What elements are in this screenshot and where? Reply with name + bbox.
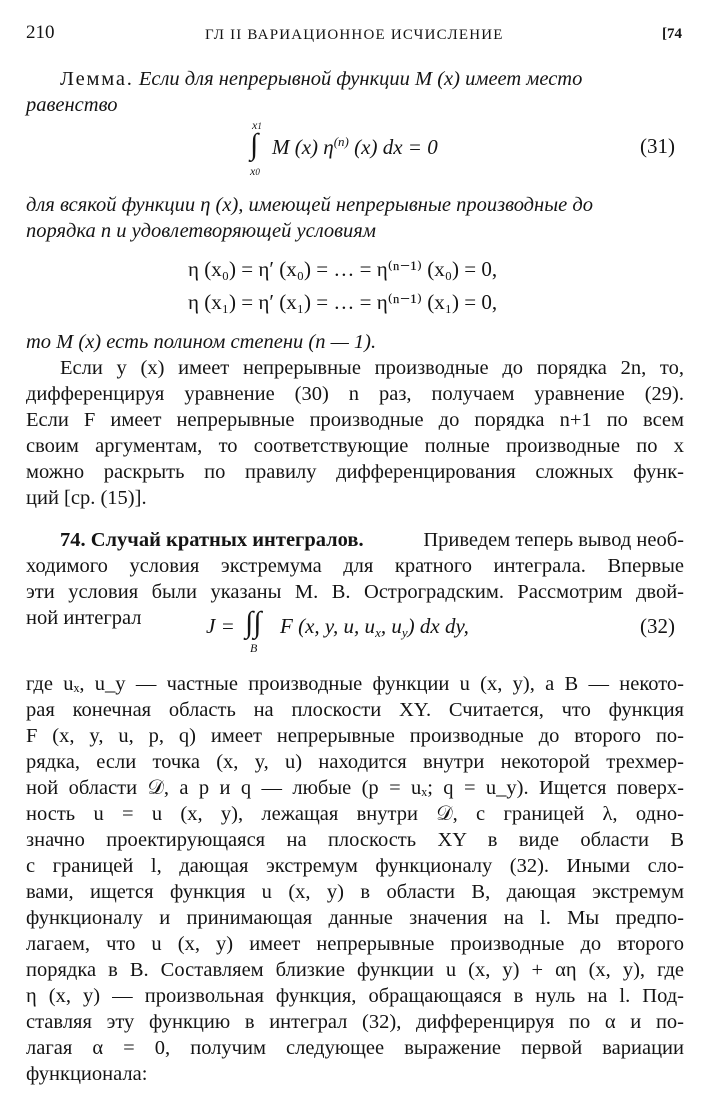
para2-line: функционала: [26,1063,148,1085]
lemma-label: Лемма. [60,68,134,90]
para1-line: можно раскрыть по правилу дифференцирования сложных функ- [26,461,684,483]
lemma-after-1: для всякой функции η (x), имеющей непрерывные производные до [26,194,593,216]
book-page: 210 ГЛ II ВАРИАЦИОННОЕ ИСЧИСЛЕНИЕ [74 Лемма. Если для непрерывной функции M (x) имеет место равенство x1 ∫ x0 M (x) $\eta^{(n)}$ (x) dx = 0 (31) для всякой функции η (x), имеющей непрерывные производные до порядка n и удовлетворяющей условиям η (x₀) = η′ (x₀) = … = η⁽ⁿ⁻¹⁾ (x₀) = 0, η (x₁) = η′ (x₁) = … = η⁽ⁿ⁻¹⁾ (x₁) = 0, то M (x) есть полином степени (n — 1). Если y (x) имеет непрерывные производные до порядка 2n, то, дифференцируя уравнение (30) n раз, получаем уравнение (29). Если F имеет непрерывные производные до порядка n+1 по всем своим аргументам, то соответствующие полные производные по x можно раскрыть по правилу дифференцирования сложных функ- ций [ср. (15)]. 74. Случай кратных интегралов. Приведем теперь вывод необ- ходимого условия экстремума для кратного интеграла. Впервые эти условия были указаны М. В. Остроградским. Рассмотрим двой- ной интеграл J = ∫∫ B F (x, y, u, $u_x$, $u_y$) dx dy, (32) где uₓ, u_y — частные производные функции u (x, y), а B — некото- рая конечная область на плоскости XY. Считается, что функция F (x, y, u, p, q) имеет непрерывные производные до второго по- рядка, если точка (x, y, u) находится внутри некоторой трехмер- ной области 𝒟, а p и q — любые (p = uₓ; q = u_y). Ищется поверх- ность u = u (x, y), лежащая внутри 𝒟, с границей λ, одно- значно проектирующаяся на плоскость XY в виде области B с границей l, дающая экстремум функционалу (32). Иными сло- вами, ищется функция u (x, y) в области B, дающая экстремум функционалу и принимающая данные значения на l. Мы предпо- лагаем, что u (x, y) имеет непрерывные производные до второго порядка в B. Составляем близкие функции u (x, y) + αη (x, y), где η (x, y) — произвольная функция, обращающаяся в нуль на l. Под- ставляя эту функцию в интеграл (32), дифференцируя по α и по- лагая α = 0, получим следующее выражение первой вариации функционала: [26,22,684,1085]
para1-line: Если y (x) имеет непрерывные производные до порядка 2n, то, [60,357,684,379]
lemma-conclusion: то M (x) есть полином степени (n — 1). [26,331,377,353]
section-marker: [74 [662,26,682,42]
para2-line: лагаем, что u (x, y) имеет непрерывные производные до второго [26,933,684,955]
section-74-line: эти условия были указаны М. В. Остроградским. Рассмотрим двой- [26,581,684,603]
page-number: 210 [26,22,55,43]
lemma-line-1 [60,66,684,92]
boundary-condition-1: η (x₀) = η′ (x₀) = … = η⁽ⁿ⁻¹⁾ (x₀) = 0, [188,257,498,281]
para2-line: где uₓ, u_y — частные производные функции u (x, y), а B — некото- [26,673,684,695]
section-74-line: ходимого условия экстремума для кратного интеграла. Впервые [26,555,684,577]
para2-line: рядка, если точка (x, y, u) находится внутри некоторой трехмер- [26,751,684,773]
boundary-condition-2: η (x₁) = η′ (x₁) = … = η⁽ⁿ⁻¹⁾ (x₁) = 0, [188,290,498,314]
running-head: ГЛ II ВАРИАЦИОННОЕ ИСЧИСЛЕНИЕ [205,27,504,43]
para2-line: η (x, y) — произвольная функция, обращающаяся в нуль на l. Под- [26,985,684,1007]
para1-line: ций [ср. (15)]. [26,487,147,509]
lemma-after-2: порядка n и удовлетворяющей условиям [26,220,376,242]
para2-line: с границей l, дающая экстремум функционалу (32). Иными сло- [26,855,684,877]
para2-line: значно проектирующаяся на плоскость XY в виде области B [26,829,684,851]
lemma-statement-1: Если для непрерывной функции M (x) имеет место [138,68,583,90]
section-74-first-line [60,527,684,553]
para1-line: Если F имеет непрерывные производные до порядка n+1 по всем [26,409,684,431]
para2-line: рая конечная область на плоскости XY. Считается, что функция [26,699,684,721]
para2-line: F (x, y, u, p, q) имеет непрерывные производные до второго по- [26,725,684,747]
para1-line: дифференцируя уравнение (30) n раз, получаем уравнение (29). [26,383,684,405]
para2-line: лагая α = 0, получим следующее выражение первой вариации [26,1037,684,1059]
para2-line: ставляя эту функцию в интеграл (32), дифференцируя по α и по- [26,1011,684,1033]
section-74-line1-rest: Приведем теперь вывод необ- [423,529,684,551]
section-74-title: 74. Случай кратных интегралов. [60,529,364,551]
para2-line: порядка в B. Составляем близкие функции u (x, y) + αη (x, y), где [26,959,684,981]
equation-32-number: (32) [640,614,675,638]
equation-31-number: (31) [640,134,675,158]
para2-line: вами, ищется функция u (x, y) в области B, дающая экстремум [26,881,684,903]
para2-line: ность u = u (x, y), лежащая внутри 𝒟, с границей λ, одно- [26,803,684,825]
para1-line: своим аргументам, то соответствующие полные производные по x [26,435,684,457]
para2-line: ной области 𝒟, а p и q — любые (p = uₓ; q = u_y). Ищется поверх- [26,777,684,799]
para2-line: функционалу и принимающая данные значения на l. Мы предпо- [26,907,684,929]
section-74-line: ной интеграл [26,607,142,629]
lemma-statement-2: равенство [26,94,118,116]
